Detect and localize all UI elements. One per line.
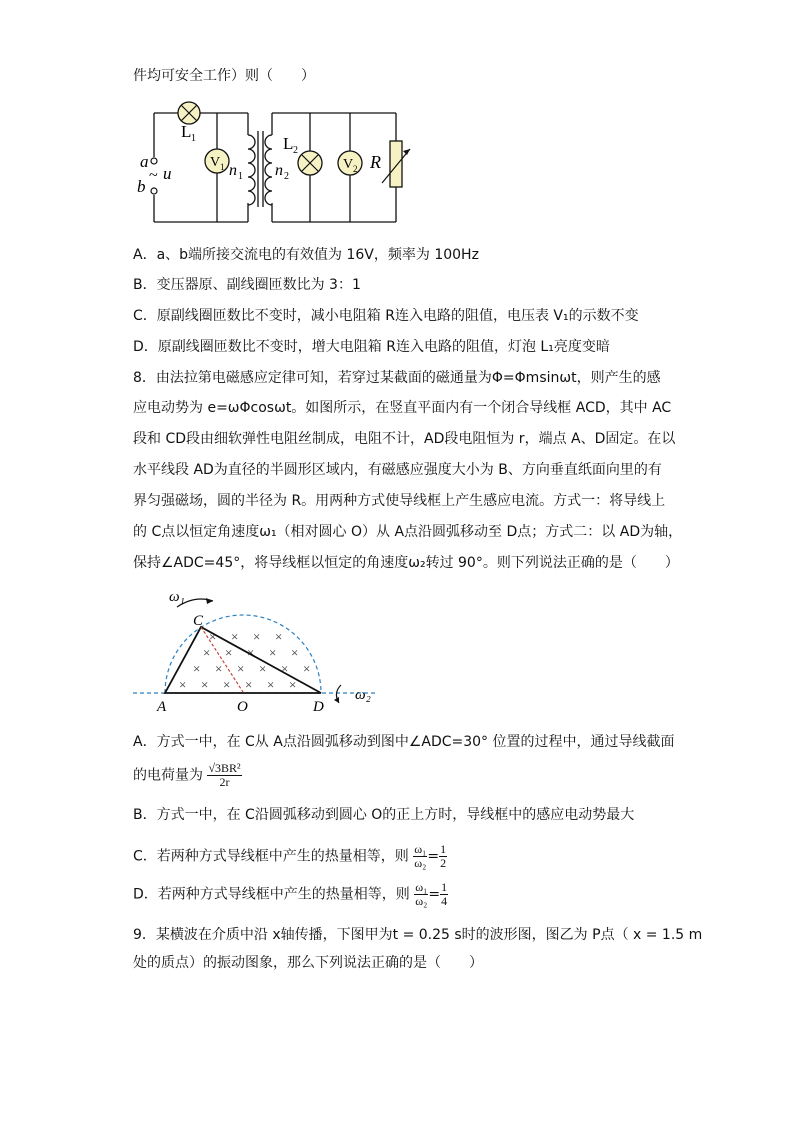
terminal-a-label: a bbox=[140, 152, 149, 171]
q8-option-a-line1: A．方式一中，在 C从 A点沿圆弧移动到图中∠ADC=30° 位置的过程中，通过导线截面 bbox=[133, 734, 675, 750]
svg-text:2: 2 bbox=[293, 145, 298, 156]
field-cross-mark: × bbox=[269, 645, 277, 660]
field-cross-mark: × bbox=[247, 645, 255, 660]
field-cross-mark: × bbox=[267, 677, 275, 692]
semicircle-magnetic-field-figure bbox=[133, 585, 383, 715]
q8-option-d: D．若两种方式导线框中产生的热量相等，则 $\frac{\text{ω₁}}{\text{ω₂}}$ = $\frac{1}{4}$ bbox=[133, 880, 448, 908]
svg-text:1: 1 bbox=[191, 133, 196, 144]
field-cross-mark: × bbox=[179, 677, 187, 692]
rheostat-icon bbox=[382, 141, 410, 187]
svg-text:1: 1 bbox=[220, 162, 225, 172]
svg-text:2: 2 bbox=[284, 171, 289, 182]
l2-label: L bbox=[283, 134, 294, 153]
field-cross-mark: × bbox=[289, 677, 297, 692]
l1-label: L bbox=[181, 122, 192, 141]
point-c-label: C bbox=[193, 613, 204, 629]
charge-fraction: $\frac{\text{√3BR²}}{2r}$ bbox=[208, 761, 241, 789]
n2-label: n bbox=[275, 162, 283, 179]
ratio-value-fraction: $\frac{1}{2}$ bbox=[440, 842, 447, 870]
n1-label: n bbox=[229, 162, 237, 179]
omega-ratio-fraction: $\frac{\text{ω₁}}{\text{ω₂}}$ bbox=[415, 880, 428, 908]
transformer-circuit-diagram bbox=[130, 95, 420, 230]
q8-stem-line: 水平线段 AD为直径的半圆形区域内，有磁感应强度大小为 B、方向垂直纸面向里的有 bbox=[133, 462, 662, 478]
q9-stem-line1: 9．某横波在介质中沿 x轴传播，下图甲为t = 0.25 s时的波形图，图乙为 P点（ x = 1.5 m bbox=[133, 927, 703, 943]
q8-option-c: C．若两种方式导线框中产生的热量相等，则 $\frac{\text{ω₁}}{\text{ω₂}}$ = $\frac{1}{2}$ bbox=[133, 842, 447, 870]
q8-stem-line: 保持∠ADC=45°，将导线框以恒定的角速度ω₂转过 90°。则下列说法正确的是（ ） bbox=[133, 555, 679, 571]
q8-stem-line: 应电动势为 e=ωΦcosωt。如图所示，在竖直平面内有一个闭合导线框 ACD，其中 AC bbox=[133, 400, 672, 416]
field-cross-mark: × bbox=[291, 645, 299, 660]
q7-option-a: A．a、b端所接交流电的有效值为 16V，频率为 100Hz bbox=[133, 247, 479, 263]
tilde-symbol: ~ bbox=[149, 167, 158, 184]
field-cross-mark: × bbox=[215, 661, 223, 676]
q8-option-a-line2: 的电荷量为 $\frac{\text{√3BR²}}{2r}$ bbox=[133, 761, 241, 789]
field-cross-mark: × bbox=[237, 661, 245, 676]
point-a-label: A bbox=[157, 699, 167, 715]
field-cross-mark: × bbox=[245, 677, 253, 692]
q8-stem-line: 的 C点以恒定角速度ω₁（相对圆心 O）从 A点沿圆弧移动至 D点；方式二：以 AD为轴， bbox=[133, 524, 683, 540]
q7-option-b: B．变压器原、副线圈匝数比为 3：1 bbox=[133, 277, 361, 293]
field-cross-mark: × bbox=[225, 645, 233, 660]
q7-stem-tail: 件均可安全工作）则（ ） bbox=[133, 68, 315, 84]
point-o-label: O bbox=[237, 699, 248, 715]
terminal-b-label: b bbox=[137, 177, 146, 196]
r-label: R bbox=[370, 152, 381, 172]
v2-label: V bbox=[343, 157, 354, 172]
omega-ratio-fraction: $\frac{\text{ω₁}}{\text{ω₂}}$ bbox=[414, 842, 427, 870]
field-cross-mark: × bbox=[209, 629, 217, 644]
q7-option-d: D．原副线圈匝数比不变时，增大电阻箱 R连入电路的阻值，灯泡 L₁亮度变暗 bbox=[133, 339, 610, 355]
q9-stem-line2: 处的质点）的振动图象，那么下列说法正确的是（ ） bbox=[133, 955, 483, 971]
magnetic-field-crosses bbox=[179, 629, 310, 692]
point-d-label: D bbox=[313, 699, 324, 715]
q8-option-b: B．方式一中，在 C沿圆弧移动到圆心 O的正上方时，导线框中的感应电动势最大 bbox=[133, 807, 635, 823]
svg-text:2: 2 bbox=[353, 164, 358, 174]
ratio-value-fraction: $\frac{1}{4}$ bbox=[441, 880, 448, 908]
q8-stem-line: 8．由法拉第电磁感应定律可知，若穿过某截面的磁通量为Φ=Φmsinωt，则产生的感 bbox=[133, 370, 661, 386]
svg-text:1: 1 bbox=[238, 171, 243, 182]
q8-stem-line: 界匀强磁场，圆的半径为 R。用两种方式使导线框上产生感应电流。方式一：将导线上 bbox=[133, 493, 666, 509]
field-cross-mark: × bbox=[223, 677, 231, 692]
omega1-label: ω₁ bbox=[169, 589, 185, 605]
q8-stem-line: 段和 CD段由细软弹性电阻丝制成，电阻不计，AD段电阻恒为 r，端点 A、D固定。在以 bbox=[133, 431, 676, 447]
field-cross-mark: × bbox=[203, 645, 211, 660]
field-cross-mark: × bbox=[201, 677, 209, 692]
q7-option-c: C．原副线圈匝数比不变时，减小电阻箱 R连入电路的阻值，电压表 V₁的示数不变 bbox=[133, 308, 639, 324]
lamp-l2-icon bbox=[298, 151, 322, 175]
field-cross-mark: × bbox=[275, 629, 283, 644]
field-cross-mark: × bbox=[281, 661, 289, 676]
field-cross-mark: × bbox=[193, 661, 201, 676]
field-cross-mark: × bbox=[231, 629, 239, 644]
field-cross-mark: × bbox=[253, 629, 261, 644]
v1-label: V bbox=[210, 155, 221, 170]
lamp-l1-icon bbox=[178, 102, 200, 124]
field-cross-mark: × bbox=[303, 661, 311, 676]
omega2-label: ω₂ bbox=[355, 687, 371, 703]
field-cross-mark: × bbox=[259, 661, 267, 676]
voltage-u-label: u bbox=[163, 164, 172, 183]
